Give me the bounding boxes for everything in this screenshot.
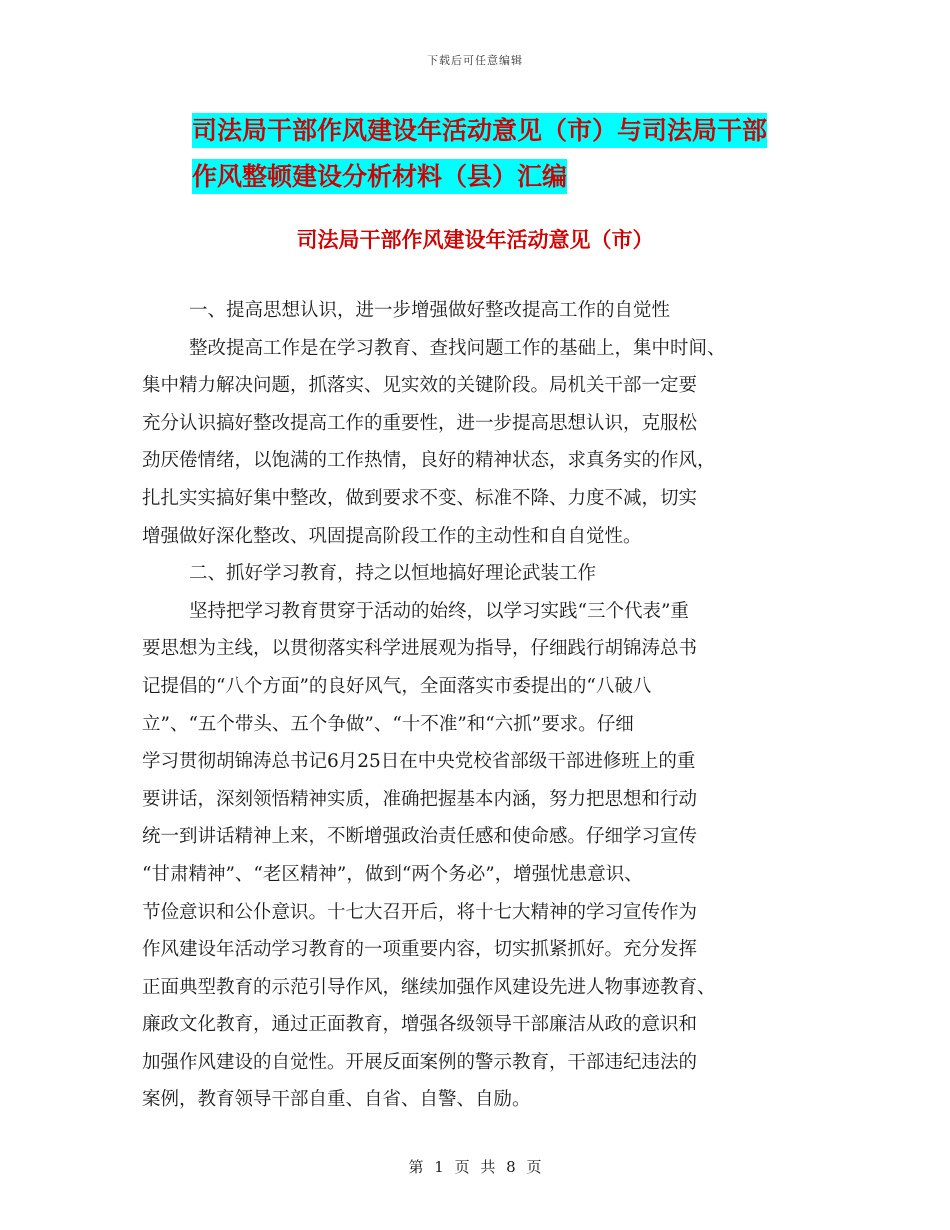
paragraph-line: 要讲话，深刻领悟精神实质，准确把握基本内涵，努力把思想和行动 (142, 788, 698, 810)
paragraph-line: 增强做好深化整改、巩固提高阶段工作的主动性和自自觉性。 (142, 525, 642, 547)
paragraph-line: 扎扎实实搞好集中整改，做到要求不变、标准不降、力度不减，切实 (142, 487, 698, 509)
body-text (142, 292, 812, 1119)
section-title: 司法局干部作风建设年活动意见（市） (296, 228, 654, 252)
page-footer: 第 1 页 共 8 页 (408, 1158, 542, 1176)
paragraph-line: 加强作风建设的自觉性。开展反面案例的警示教育，干部违纪违法的 (142, 1051, 698, 1073)
paragraph-line: 整改提高工作是在学习教育、查找问题工作的基础上，集中时间、 (189, 337, 726, 359)
document-title-line-2 (140, 154, 820, 200)
paragraph-line: 案例，教育领导干部自重、自省、自警、自励。 (142, 1089, 531, 1111)
paragraph-line: 节俭意识和公仆意识。十七大召开后，将十七大精神的学习宣传作为 (142, 901, 698, 923)
heading-two: 二、抓好学习教育，持之以恒地搞好理论武装工作 (189, 563, 597, 585)
paragraph-line: 集中精力解决问题，抓落实、见实效的关键阶段。局机关干部一定要 (142, 375, 698, 397)
paragraph-line: 正面典型教育的示范引导作风，继续加强作风建设先进人物事迹教育、 (142, 976, 716, 998)
document-title-line-1 (140, 108, 820, 154)
heading-one: 一、提高思想认识，进一步增强做好整改提高工作的自觉性 (189, 300, 671, 321)
title-highlight-1: 司法局干部作风建设年活动意见（市）与司法局干部 (192, 113, 767, 148)
paragraph-line: 立”、“五个带头、五个争做”、“十不准”和“六抓”要求。仔细 (142, 713, 634, 735)
document-title (140, 108, 820, 200)
paragraph-line: 统一到讲话精神上来，不断增强政治责任感和使命感。仔细学习宣传 (142, 826, 698, 848)
paragraph-line: 充分认识搞好整改提高工作的重要性，进一步提高思想认识，克服松 (142, 412, 698, 434)
paragraph-line: 作风建设年活动学习教育的一项重要内容，切实抓紧抓好。充分发挥 (142, 939, 698, 961)
paragraph-line: 廉政文化教育，通过正面教育，增强各级领导干部廉洁从政的意识和 (142, 1014, 698, 1036)
title-highlight-2: 作风整顿建设分析材料（县）汇编 (192, 159, 567, 194)
paragraph-line: 要思想为主线，以贯彻落实科学进展观为指导，仔细践行胡锦涛总书 (142, 638, 698, 660)
paragraph-line: “甘肃精神”、“老区精神”，做到“两个务必”，增强忧患意识、 (142, 863, 643, 885)
paragraph-line: 学习贯彻胡锦涛总书记6月25日在中央党校省部级干部进修班上的重 (142, 751, 696, 773)
paragraph-line: 劲厌倦情绪，以饱满的工作热情，良好的精神状态，求真务实的作风， (142, 450, 716, 472)
paragraph-line: 记提倡的“八个方面”的良好风气，全面落实市委提出的“八破八 (142, 675, 652, 697)
header-note: 下载后可任意编辑 (427, 54, 523, 67)
paragraph-line: 坚持把学习教育贯穿于活动的始终，以学习实践“三个代表”重 (189, 600, 689, 622)
